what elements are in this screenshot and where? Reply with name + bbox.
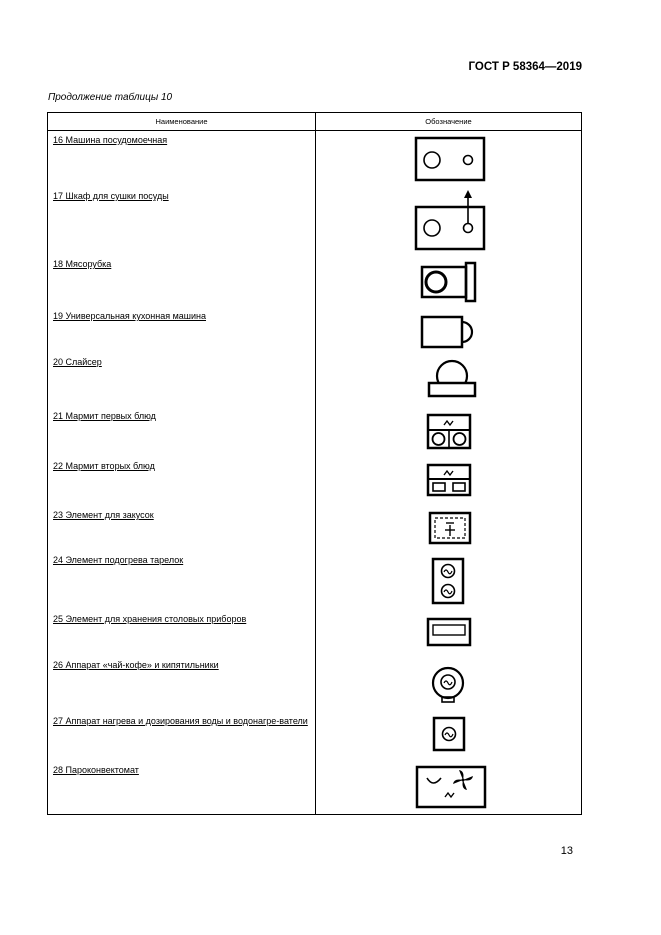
row-name-17: 17 Шкаф для сушки посуды: [53, 191, 169, 201]
water-heater-dispenser-symbol-icon: [432, 716, 468, 754]
row-name-26: 26 Аппарат «чай-кофе» и кипятильники: [53, 660, 219, 670]
standard-number: ГОСТ Р 58364—2019: [468, 61, 582, 73]
row-name-22: 22 Мармит вторых блюд: [53, 461, 155, 471]
symbols-table: [47, 112, 582, 815]
row-name-18: 18 Мясорубка: [53, 259, 112, 269]
row-name-25: 25 Элемент для хранения столовых приборов: [53, 614, 247, 624]
dish-drying-cabinet-symbol-icon: [414, 189, 486, 253]
snack-element-symbol-icon: [428, 511, 474, 547]
row-name-19: 19 Универсальная кухонная машина: [53, 311, 206, 321]
row-name-20: 20 Слайсер: [53, 357, 102, 367]
meat-grinder-symbol-icon: [420, 261, 480, 303]
combi-steamer-symbol-icon: [415, 765, 487, 811]
plate-warmer-symbol-icon: [431, 557, 467, 607]
row-name-21: 21 Мармит первых блюд: [53, 411, 156, 421]
row-name-27: 27 Аппарат нагрева и дозирования воды и водонагре-ватели: [53, 716, 308, 726]
cutlery-storage-symbol-icon: [426, 617, 474, 649]
column-header-name: Наименование: [155, 117, 208, 126]
page-number: 13: [560, 845, 573, 857]
table-caption: Продолжение таблицы 10: [48, 92, 173, 103]
row-name-16: 16 Машина посудомоечная: [53, 135, 168, 145]
column-header-symbol: Обозначение: [425, 117, 472, 126]
universal-kitchen-machine-symbol-icon: [420, 313, 480, 351]
row-name-23: 23 Элемент для закусок: [53, 510, 154, 520]
first-course-bain-marie-symbol-icon: [426, 413, 474, 451]
second-course-bain-marie-symbol-icon: [426, 463, 474, 499]
tea-coffee-machine-symbol-icon: [430, 661, 466, 705]
row-name-24: 24 Элемент подогрева тарелок: [53, 555, 184, 565]
dishwasher-symbol-icon: [414, 136, 486, 182]
row-name-28: 28 Пароконвектомат: [53, 765, 139, 775]
slicer-symbol-icon: [426, 359, 478, 399]
column-divider: [315, 113, 316, 814]
